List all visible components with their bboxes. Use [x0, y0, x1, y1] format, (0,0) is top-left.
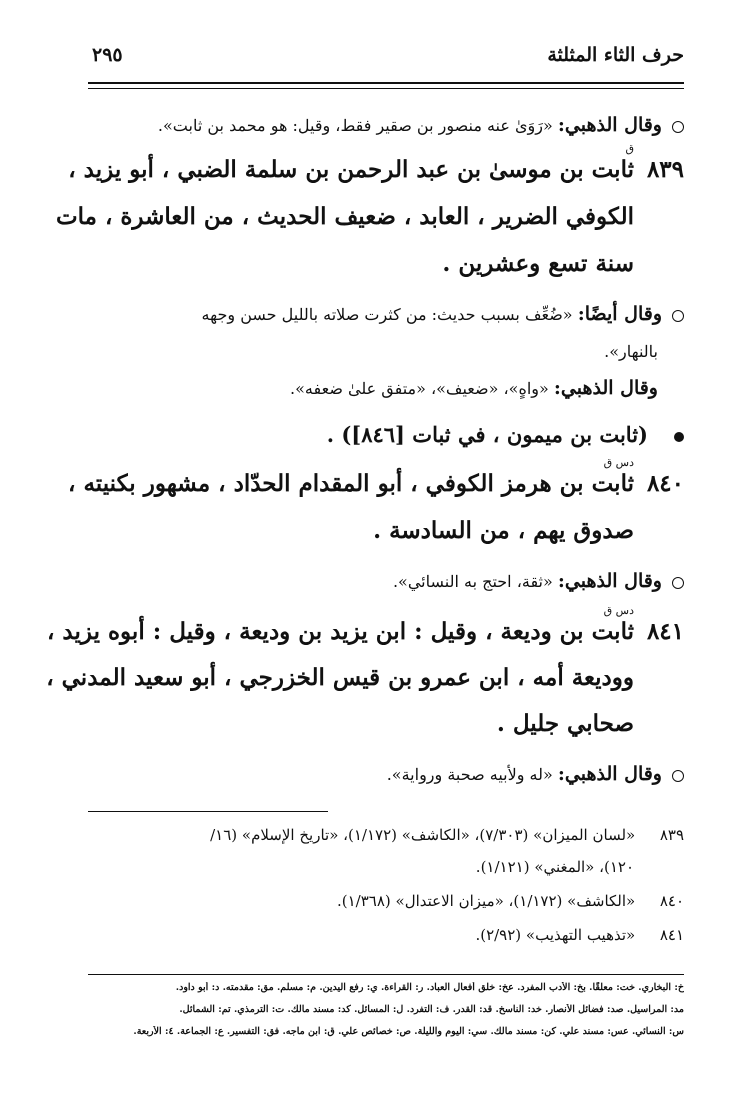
footnote-840: ٨٤٠ «الكاشف» (١/١٧٢)، «ميزان الاعتدال» (١/٣٦٨). — [336, 892, 684, 910]
circle-bullet-icon — [672, 121, 684, 133]
bullet-icon — [674, 432, 684, 442]
entry-841-line-3: صحابي جليل . — [496, 710, 634, 737]
circle-bullet-icon — [672, 310, 684, 322]
header-rule-thin — [88, 88, 684, 89]
entry-841-number: ٨٤١ — [646, 618, 684, 645]
entry-841-code: دس ق — [603, 604, 634, 617]
note-aydan-cont: بالنهار». — [604, 342, 658, 361]
note-dhahabi-4: وقال الذهبي: «له ولأبيه صحبة ورواية». — [88, 763, 684, 785]
entry-840-line-2: صدوق يهم ، من السادسة . — [373, 517, 634, 544]
book-page — [46, 0, 684, 1112]
entry-841-line-2: ووديعة أمه ، ابن عمرو بن قيس الخزرجي ، أبو سعيد المدني ، — [46, 664, 634, 691]
entry-839-line-1: ٨٣٩ثابت بن موسىٰ بن عبد الرحمن بن سلمة الضبي ، أبو يزيد ، — [68, 156, 684, 183]
footnote-841: ٨٤١ «تذهيب التهذيب» (٢/٩٢). — [475, 926, 684, 944]
footnote-840-number: ٨٤٠ — [659, 892, 684, 910]
entry-840-line-1: ٨٤٠ثابت بن هرمز الكوفي ، أبو المقدام الحدّاد ، مشهور بكنيته ، — [68, 470, 684, 497]
chapter-title: حرف الثاء المثلثة — [547, 44, 684, 66]
entry-840-code: دس ق — [603, 456, 634, 469]
entry-839-line-2: الكوفي الضرير ، العابد ، ضعيف الحديث ، من العاشرة ، مات — [55, 203, 634, 230]
entry-840-number: ٨٤٠ — [646, 470, 684, 497]
footnote-839-cont: ١٢٠)، «المغني» (١/١٢١). — [475, 858, 634, 876]
footnote-separator — [88, 811, 328, 812]
abbreviations-rule — [88, 974, 684, 975]
cross-reference: (ثابت بن ميمون ، في ثبات [٨٤٦]) . — [88, 422, 684, 447]
abbreviations-line-2: مد: المراسيل. صد: فضائل الأنصار. خد: الناسخ. قد: القدر. ف: التفرد. ل: المسائل. كد: مسند مالك. ت: الترمذي. تم: الشمائل. — [179, 1004, 684, 1015]
abbreviations-line-1: خ: البخاري. خت: معلقًا. بخ: الأدب المفرد. عخ: خلق أفعال العباد. ر: القراءة. ي: رفع اليدين. م: مسلم. مق: مقدمته. د: أبو داود. — [175, 982, 684, 993]
note-dhahabi-1: وقال الذهبي: «رَوَىٰ عنه منصور بن صقير فقط، وقيل: هو محمد بن ثابت». — [88, 114, 684, 136]
circle-bullet-icon — [672, 577, 684, 589]
circle-bullet-icon — [672, 770, 684, 782]
note-dhahabi-2: وقال الذهبي: «واهٍ»، «ضعيف»، «متفق علىٰ ضعفه». — [290, 377, 658, 399]
entry-841-line-1: ٨٤١ثابت بن وديعة ، وقيل : ابن يزيد بن وديعة ، وقيل : أبوه يزيد ، — [46, 618, 684, 645]
footnote-841-number: ٨٤١ — [659, 926, 684, 944]
page-number: ٢٩٥ — [92, 44, 123, 66]
note-dhahabi-3: وقال الذهبي: «ثقة، احتج به النسائي». — [88, 570, 684, 592]
page-header — [88, 44, 684, 78]
entry-839-number: ٨٣٩ — [646, 156, 684, 183]
entry-839-code: ق — [625, 142, 634, 155]
header-rule-thick — [88, 82, 684, 84]
note-aydan: وقال أيضًا: «ضُعِّف بسبب حديث: من كثرت صلاته بالليل حسن وجهه — [88, 303, 684, 325]
footnote-839-number: ٨٣٩ — [659, 826, 684, 844]
entry-839-line-3: سنة تسع وعشرين . — [442, 250, 634, 277]
abbreviations-line-3: س: النسائي. عس: مسند علي. كن: مسند مالك. سي: اليوم والليلة. ص: خصائص علي. ق: ابن ماجه. فق: التفسير. ع: الجماعة. ٤: الأربعة. — [133, 1026, 684, 1037]
footnote-839: ٨٣٩ «لسان الميزان» (٧/٣٠٣)، «الكاشف» (١/١٧٢)، «تاريخ الإسلام» (١٦/ — [210, 826, 684, 844]
